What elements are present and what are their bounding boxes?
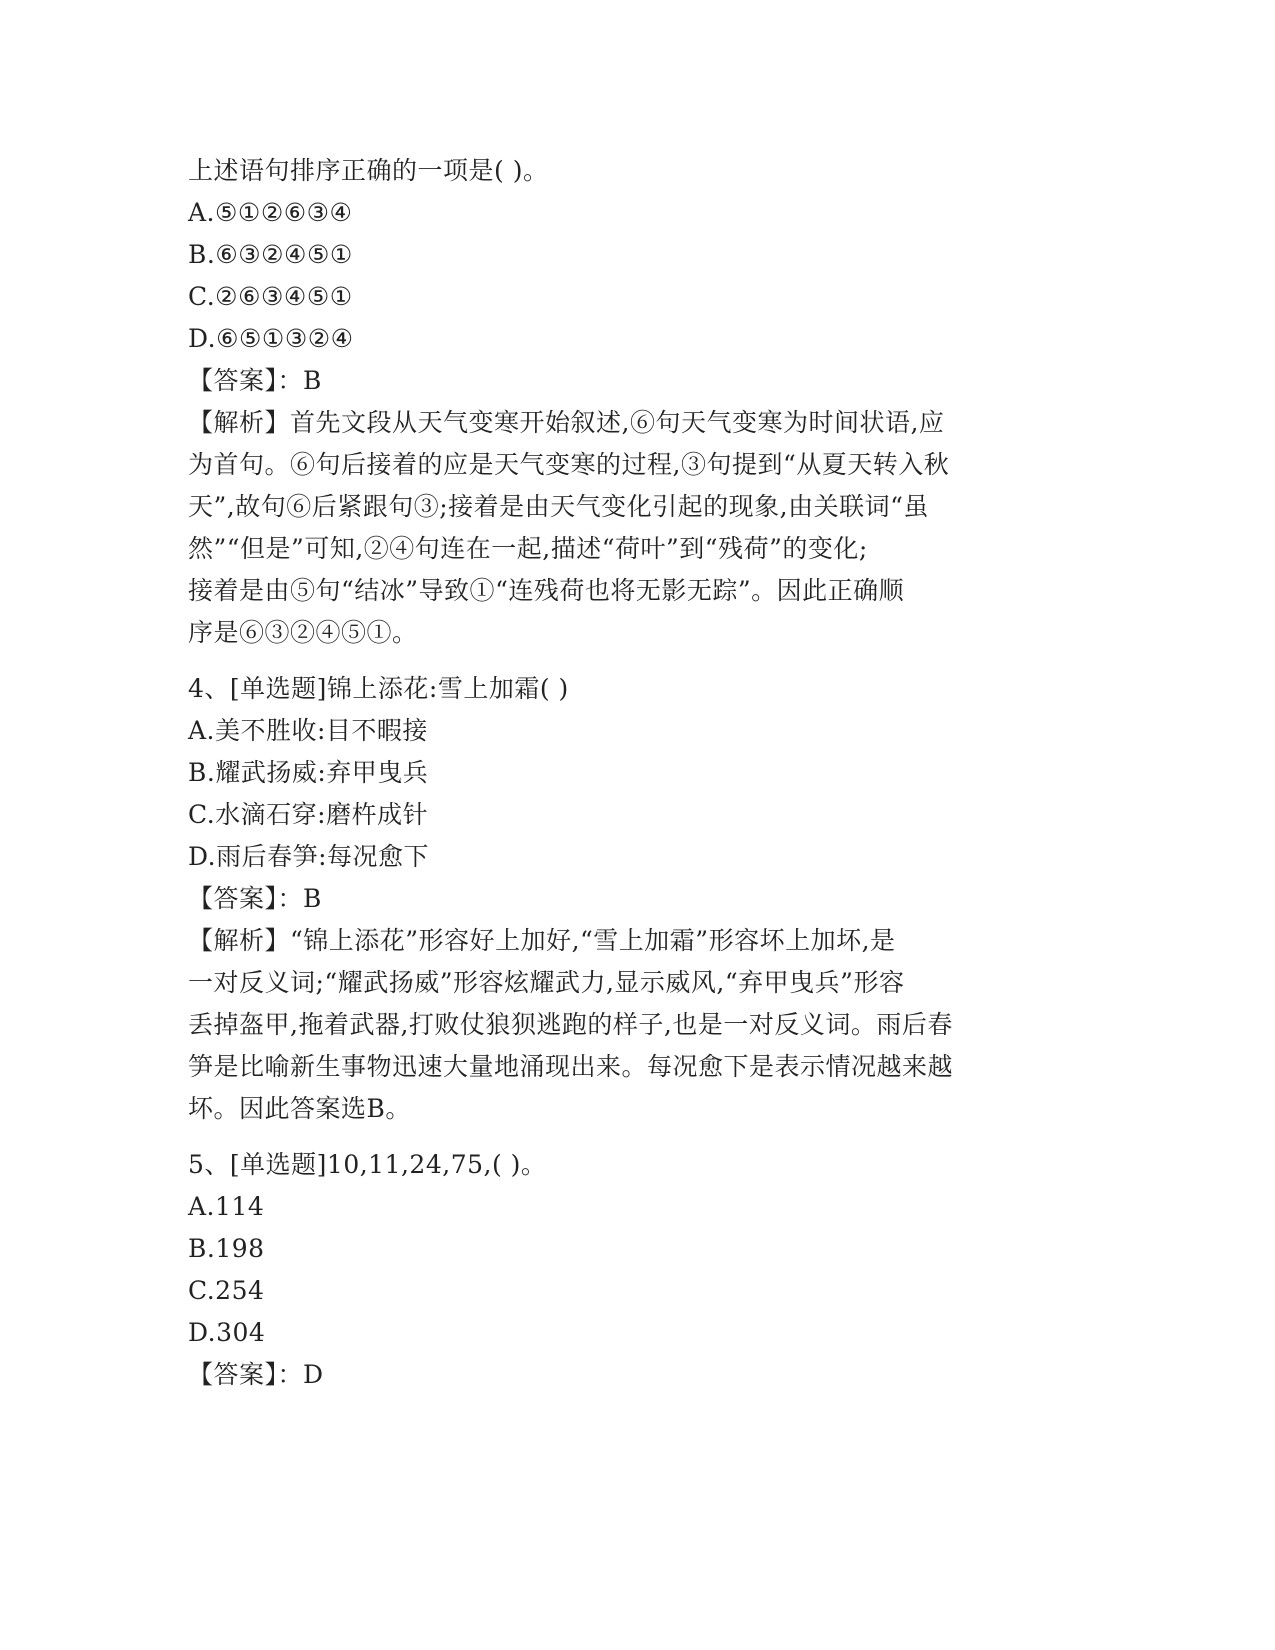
spacer: [188, 1130, 1088, 1144]
question-5-block: [188, 1144, 1088, 1396]
spacer: [188, 654, 1088, 668]
document-page: [188, 150, 1088, 1396]
analysis-line: 笋是比喻新生事物迅速大量地涌现出来。每况愈下是表示情况越来越: [188, 1052, 954, 1081]
answer-line: 【答案】：B: [188, 366, 322, 395]
analysis-line: 【解析】首先文段从天气变寒开始叙述,⑥句天气变寒为时间状语,应: [188, 408, 945, 437]
option-d: D.雨后春笋:每况愈下: [188, 842, 430, 871]
analysis-line: 【解析】“锦上添花”形容好上加好,“雪上加霜”形容坏上加坏,是: [188, 926, 896, 955]
analysis-line: 一对反义词;“耀武扬威”形容炫耀武力,显示威风,“弃甲曳兵”形容: [188, 968, 905, 997]
option-a: A.美不胜收:目不暇接: [188, 716, 428, 745]
analysis-line: 丢掉盔甲,拖着武器,打败仗狼狈逃跑的样子,也是一对反义词。雨后春: [188, 1010, 953, 1039]
option-c: C.②⑥③④⑤①: [188, 282, 353, 311]
option-d: D.304: [188, 1318, 266, 1347]
answer-line: 【答案】：B: [188, 884, 322, 913]
analysis-line: 然”“但是”可知,②④句连在一起,描述“荷叶”到“残荷”的变化;: [188, 534, 868, 563]
answer-line: 【答案】：D: [188, 1360, 324, 1389]
option-c: C.254: [188, 1276, 265, 1305]
option-a: A.114: [188, 1192, 265, 1221]
question-stem: 5、[单选题]10,11,24,75,( )。: [188, 1150, 547, 1179]
analysis-line: 序是⑥③②④⑤①。: [188, 618, 418, 647]
question-3-block: [188, 150, 1088, 654]
option-d: D.⑥⑤①③②④: [188, 324, 354, 353]
option-c: C.水滴石穿:磨杵成针: [188, 800, 429, 829]
analysis-line: 天”,故句⑥后紧跟句③;接着是由天气变化引起的现象,由关联词“虽: [188, 492, 929, 521]
option-a: A.⑤①②⑥③④: [188, 198, 353, 227]
question-stem: 4、[单选题]锦上添花:雪上加霜( ): [188, 674, 569, 703]
option-b: B.耀武扬威:弃甲曳兵: [188, 758, 429, 787]
option-b: B.198: [188, 1234, 265, 1263]
analysis-line: 坏。因此答案选B。: [188, 1094, 411, 1123]
option-b: B.⑥③②④⑤①: [188, 240, 353, 269]
analysis-line: 为首句。⑥句后接着的应是天气变寒的过程,③句提到“从夏天转入秋: [188, 450, 950, 479]
question-4-block: [188, 668, 1088, 1130]
question-stem: 上述语句排序正确的一项是( )。: [188, 156, 549, 185]
analysis-line: 接着是由⑤句“结冰”导致①“连残荷也将无影无踪”。因此正确顺: [188, 576, 905, 605]
